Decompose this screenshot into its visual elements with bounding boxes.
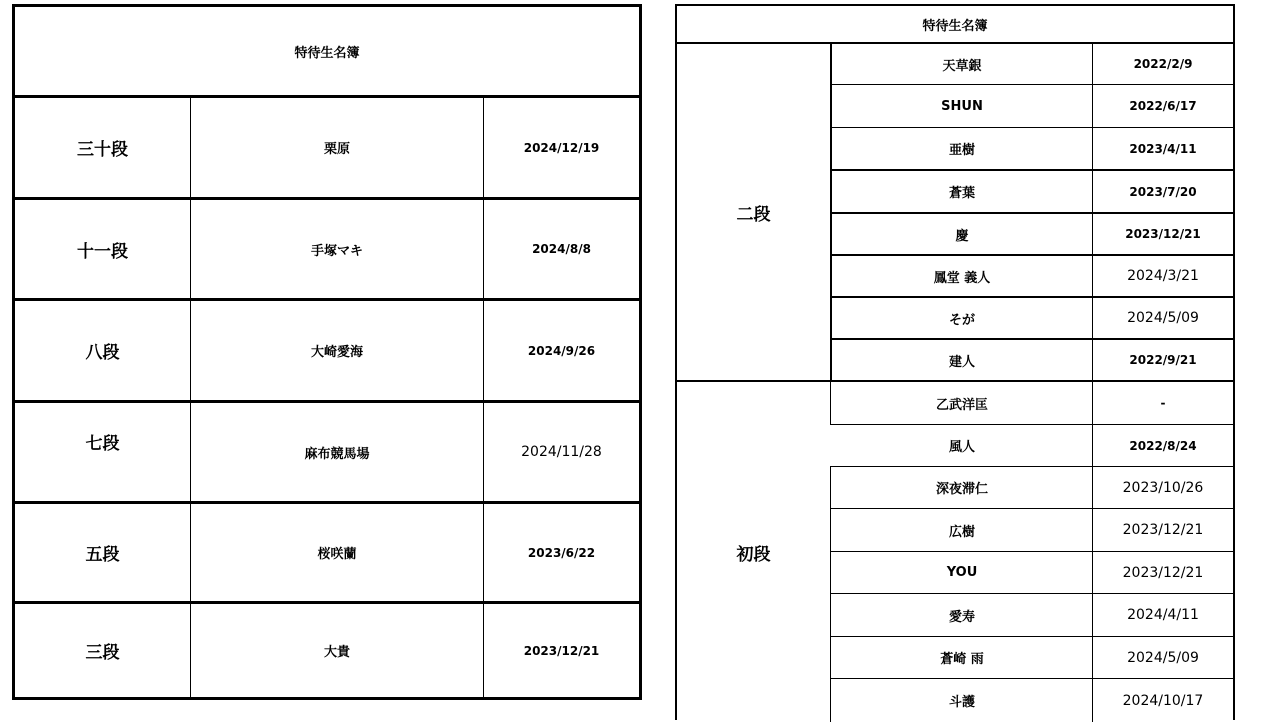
- date-cell: 2022/2/9: [1133, 57, 1193, 71]
- name-cell: 蒼葉: [948, 186, 975, 201]
- left-roster-table: [12, 4, 642, 700]
- date-cell: 2024/8/8: [532, 242, 591, 256]
- date-cell: 2024/9/26: [527, 343, 596, 358]
- name-cell: 手塚マキ: [310, 243, 363, 259]
- date-cell: 2024/10/17: [1122, 692, 1204, 709]
- right-table-title: 特待生名簿: [922, 18, 988, 34]
- name-cell: 慶: [955, 228, 969, 244]
- name-cell: 風人: [948, 440, 975, 455]
- name-cell: 建人: [948, 354, 975, 370]
- name-cell: 桜咲蘭: [317, 547, 357, 562]
- date-cell: 2023/10/26: [1122, 479, 1204, 496]
- rank-cell: 三十段: [77, 140, 128, 160]
- date-cell: 2023/12/21: [523, 643, 600, 658]
- date-cell: 2023/12/21: [1122, 522, 1204, 538]
- name-cell: 蒼崎 雨: [940, 652, 984, 667]
- right-roster-table: [675, 4, 1235, 720]
- name-cell: YOU: [946, 565, 978, 580]
- right-rank-col-divider: [830, 382, 831, 424]
- rank-cell: 七段: [85, 433, 120, 454]
- name-cell: SHUN: [941, 98, 983, 114]
- rank-cell: 十一段: [77, 241, 128, 262]
- rank-cell: 五段: [85, 545, 120, 565]
- rank-cell-group: 二段: [736, 204, 771, 225]
- name-cell: 斗護: [948, 695, 975, 710]
- rank-cell: 三段: [85, 643, 120, 663]
- date-cell: 2024/12/19: [523, 140, 600, 155]
- name-cell: 麻布競馬場: [304, 446, 370, 462]
- name-cell: 天草銀: [942, 58, 982, 74]
- date-cell: 2024/3/21: [1127, 268, 1199, 284]
- left-table-title: 特待生名簿: [294, 45, 360, 61]
- date-cell: 2024/5/09: [1127, 310, 1199, 326]
- name-cell: 大崎愛海: [310, 345, 363, 360]
- date-cell: 2022/6/17: [1129, 99, 1197, 113]
- date-cell: -: [1160, 396, 1166, 410]
- date-cell: 2023/12/21: [1122, 564, 1204, 581]
- rank-cell-group: 初段: [736, 544, 771, 565]
- date-cell: 2022/9/21: [1129, 353, 1197, 367]
- name-cell: そが: [948, 312, 975, 328]
- name-cell: 大貴: [323, 645, 350, 660]
- name-cell: 乙武洋匡: [935, 397, 988, 413]
- name-cell: 愛寿: [948, 609, 975, 625]
- name-cell: 広樹: [948, 524, 975, 540]
- date-cell: 2024/11/28: [521, 444, 602, 460]
- date-cell: 2023/7/20: [1129, 184, 1197, 199]
- date-cell: 2024/4/11: [1127, 607, 1199, 623]
- date-cell: 2023/4/11: [1129, 141, 1197, 156]
- rank-cell: 八段: [85, 343, 120, 363]
- name-cell: 亜樹: [948, 143, 975, 158]
- name-cell: 深夜滞仁: [935, 482, 988, 497]
- name-cell: 栗原: [323, 142, 350, 157]
- date-cell: 2023/12/21: [1125, 227, 1201, 241]
- date-cell: 2023/6/22: [527, 545, 596, 560]
- date-cell: 2024/5/09: [1127, 649, 1199, 666]
- right-rank-col-divider: [830, 466, 831, 722]
- name-cell: 鳳堂 義人: [933, 270, 991, 286]
- date-cell: 2022/8/24: [1129, 438, 1197, 453]
